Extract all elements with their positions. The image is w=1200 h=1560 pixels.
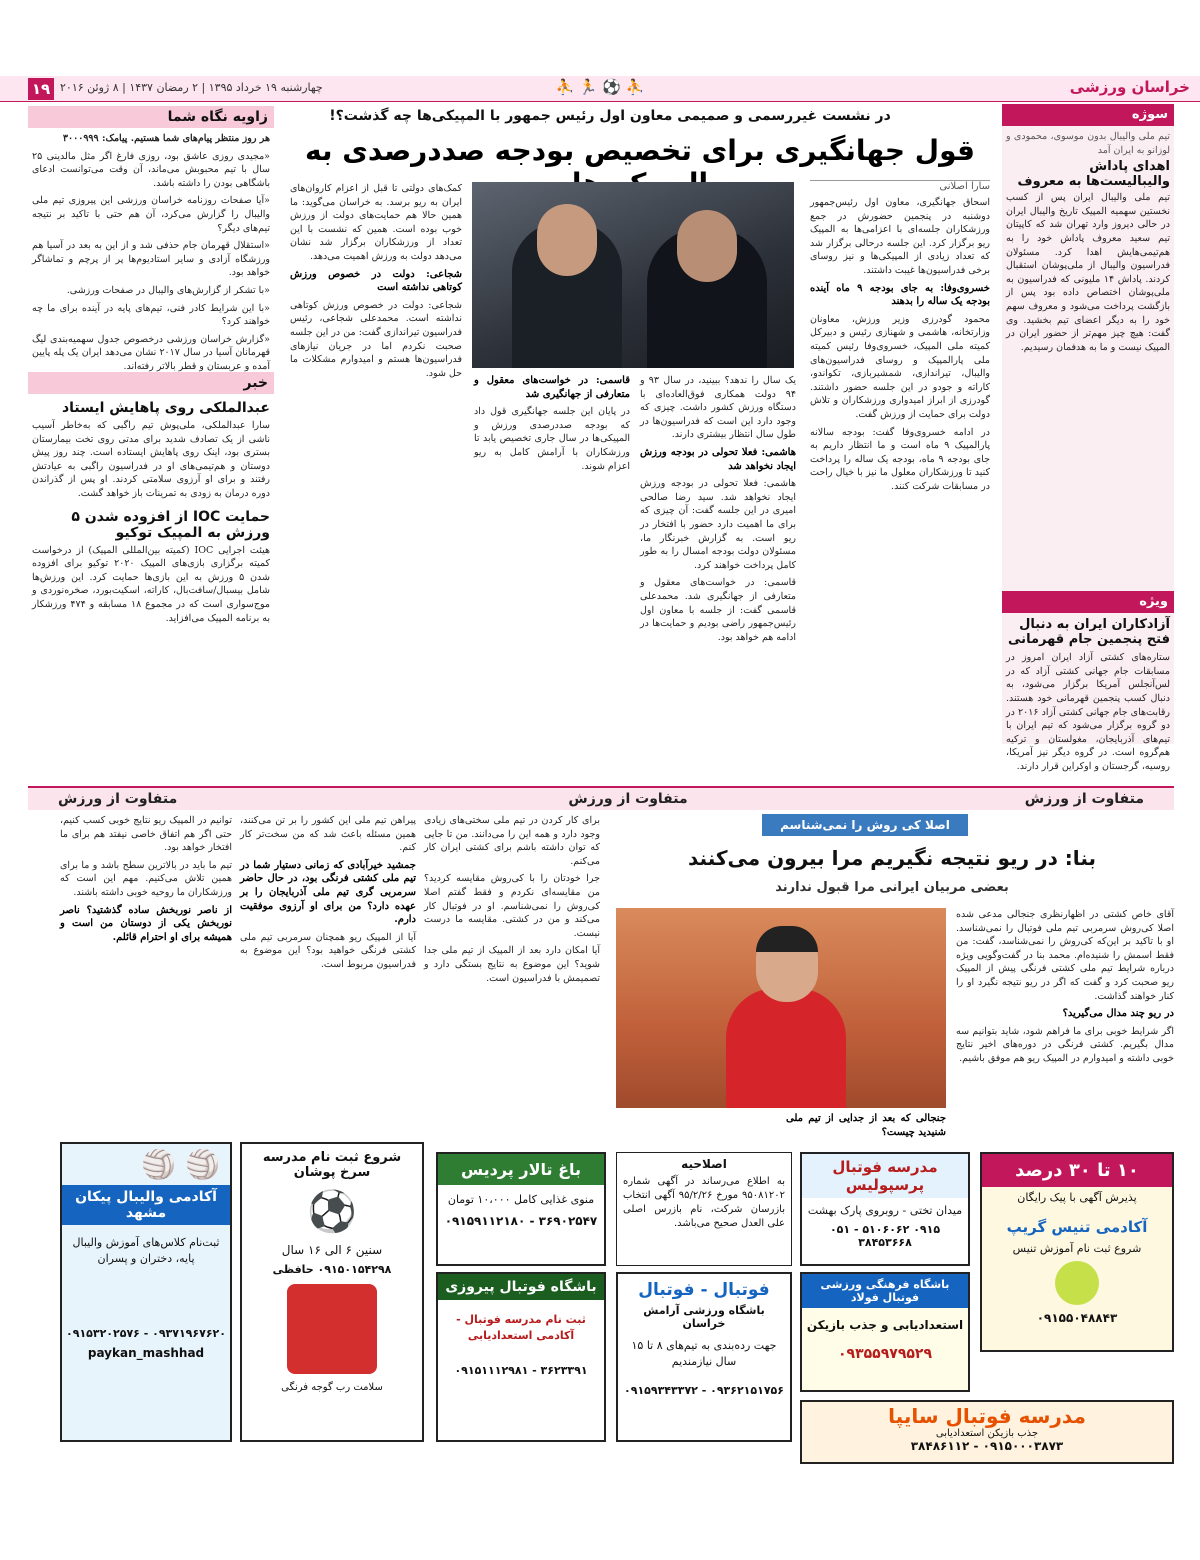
news-item-body: سارا عبدالملکی، ملی‌پوش تیم راگبی که به‌خاطر آسیب ناشی از یک تصادف شدید برای مدتی روی تخت بیمارستان بستری بود، اینک روی پاهایش ایستاده است. چند روز پیش دوستان و هم‌تیمی‌های او در فدراسیون راگبی به عیادتش رفتند و برای او آرزوی سلامتی کردند. او پس از گذراندن دوره درمان به زودی به تمرینات باز خواهد گشت. (32, 420, 270, 499)
interview-column-4 (60, 814, 232, 1134)
news-title: خبر (28, 372, 274, 394)
ad-phone: ۳۶۹۰۲۵۴۷ - ۰۹۱۵۹۱۱۲۱۸۰ (444, 1214, 598, 1228)
article-subhead: خسروی‌وفا: به جای بودجه ۹ ماه آینده بودجه یک ساله را بدهند (810, 282, 990, 308)
ad-title: شروع ثبت نام مدرسه سرخ پوشان (262, 1150, 402, 1180)
ad-talar-pardis[interactable] (436, 1152, 606, 1266)
ad-badge: ۱۰ تا ۳۰ درصد (982, 1154, 1172, 1187)
ad-pirouzi[interactable] (436, 1272, 606, 1442)
ad-sub: باشگاه ورزشی آرامش خراسان (643, 1304, 765, 1330)
ad-brand: سلامت رب گوجه فرنگی (281, 1382, 383, 1393)
coach-hair (756, 926, 818, 952)
article-paragraph: شجاعی: دولت در خصوص ورزش کوتاهی نداشته است. محمدعلی شجاعی، رئیس فدراسیون تیراندازی گفت: من در این جلسه صحبت نکردم اما در جریان نیازهای فدراسیون‌ها هستم و امیدوارم مشکلات ما حل شود. (290, 299, 462, 379)
article-paragraph: در پایان این جلسه جهانگیری قول داد که بودجه صددرصدی ورزش و المپیکی‌ها در سال جاری تخصیص یابد تا ورزشکاران با آرامش کامل به ریو اعزام شوند. (474, 406, 630, 472)
story-body: تیم ملی والیبال ایران پس از کسب نخستین سهمیه المپیک تاریخ والیبال ایران در حالی دیروز وارد تهران شد که کاپیتان تیم سعید معروف پاداش خود را به هم‌تیمی‌هایش اهدا کرد. مسئولان فدراسیون والیبال از ملی‌پوشان استقبال کردند. پاداش ۱۴ ملیونی که فدراسیون به ملی‌پوشان اختصاص داده بود پس از بازگشت پرداخت می‌شود و معروف سهم خود را به دیگر اعضای تیم بخشید. وی گفت: هیچ چیز مهم‌تر از حضور ایران در المپیک نیست و ما به هدفمان رسیدیم. (1006, 192, 1170, 353)
ad-saipa[interactable] (800, 1400, 1174, 1464)
interview-question: جنجالی که بعد از جدایی از تیم ملی شنیدید چیست؟ (786, 1113, 946, 1138)
banner-label-left: متفاوت از ورزش (58, 791, 178, 807)
readers-body (28, 150, 274, 374)
interview-column-2 (424, 814, 600, 1204)
reader-msg: «با این شرایط کادر فنی، تیم‌های پایه در آینده برای ما چه خواهند کرد؟ (32, 302, 270, 328)
interview-question: در ریو چند مدال می‌گیرید؟ (1062, 1008, 1174, 1020)
article-paragraph: کمک‌های دولتی تا قبل از اعزام کاروان‌های ایران به ریو برسد. به خراسان می‌گوید: ما همین حالا هم حمایت‌های دولت از ورزش خوب بوده است. همین که نشست با این تعداد از ورزشکاران برگزار شد نشان می‌دهد دولت به ورزش اهمیت می‌دهد. (290, 183, 462, 262)
ad-body: ثبت نام مدرسه فوتبال - آکادمی استعدادیابی (456, 1313, 586, 1342)
ad-persepolis[interactable] (800, 1152, 970, 1266)
ad-phone: ۰۹۱۵ ۵۱۰۶۰۶۲ - ۰۵۱ ۳۸۴۵۳۶۶۸ (829, 1223, 941, 1249)
ad-foolad[interactable] (800, 1272, 970, 1392)
readers-intro: هر روز منتظر پیام‌های شما هستیم. پیامک: ۳۰۰۰۹۹۹ (62, 133, 270, 144)
interview-paragraph: جرا خودتان را با کی‌روش مقایسه کردید؟ من مقایسه‌ای نکردم و فقط گفتم اصلا کی‌روش را نمی‌شناسم. او در فوتبال کار می‌کند و من در کشتی. مقایسه ما درست نیست. (424, 873, 600, 939)
official-left-face (537, 204, 597, 276)
interview-paragraph: توانیم در المپیک ریو نتایج خوبی کسب کنیم، حتی اگر هم اتفاق خاصی نیفتد هم برای ما افتخار خواهد بود. (60, 815, 232, 854)
ad-phone: ۰۹۳۷۱۹۶۷۶۲۰ - ۰۹۱۵۳۲۰۲۵۷۶ (66, 1327, 226, 1340)
ad-sorkhpooshan[interactable] (240, 1142, 424, 1442)
ad-phone: ۰۹۱۵۰۱۵۴۲۹۸ حافظی (272, 1263, 392, 1276)
interview-paragraph: تیم ما باید در بالاترین سطح باشد و ما برای همین تلاش می‌کنیم. مهم این است که ورزشکاران ما روحیه خوبی داشته باشند. (60, 859, 232, 898)
logo: خراسان ورزشی (1069, 78, 1190, 96)
ad-body: جهت رده‌بندی به تیم‌های ۸ تا ۱۵ سال نیازمندیم (631, 1339, 777, 1368)
main-headline: قول جهانگیری برای تخصیص بودجه صددرصدی به (305, 134, 975, 167)
ad-title: باشگاه فوتبال پیروزی (438, 1274, 604, 1300)
interview-paragraph: برای کار کردن در تیم ملی سختی‌های زیادی وجود دارد و همه این را می‌دانند. من تا جایی که توان داشته باشم برای کشتی ایران کار می‌کنم. (424, 815, 600, 867)
ad-paykan[interactable] (60, 1142, 232, 1442)
readers-column (28, 106, 274, 372)
official-right-face (677, 210, 737, 282)
ad-body: جذب بازیکن استعدادیابی (935, 1428, 1039, 1439)
interview-subhead: بعضی مربیان ایرانی مرا قبول ندارند (775, 880, 1009, 895)
tennis-ball-icon (1055, 1261, 1099, 1305)
byline: سارا اصلانی (810, 180, 990, 194)
section-banner (28, 786, 1174, 810)
news-item-body: هیئت اجرایی IOC (کمیته بین‌المللی المپیک) از درخواست کمیته برگزاری بازی‌های المپیک ۲۰۲۰ توکیو برای افزوده شدن ۵ ورزش به این بازی‌ها حمایت کرد. این ورزش‌ها شامل بیسبال/سافت‌بال، کاراته، اسکیت‌بورد، صخره‌نوردی و موج‌سواری است که در مجموع ۱۸ مسابقه و ۴۷۴ ورزشکار به برنامه المپیک می‌افزاید. (32, 544, 270, 624)
interview-question: از ناصر نوربخش ساده گذشتید؟ ناصر نوربخش یکی از دوستان من است و همیشه برای او احترام قائلم. (60, 904, 232, 943)
readers-title: زاویه نگاه شما (28, 106, 274, 128)
brand-logo: ⚽ (307, 1189, 357, 1235)
news-column (28, 372, 274, 752)
sidebar (1002, 104, 1174, 772)
article-paragraph: اسحاق جهانگیری، معاون اول رئیس‌جمهور دوشنبه در پنجمین حضورش در جمع ورزشکاران جلسه‌ای با اعزامی‌ها به المپیک ریو برگزار کرد. این جلسه درحالی برگزار شد که تعداد زیادی از المپیکی‌ها و نیز روسای برخی فدراسیون‌ها غیبت داشتند. (810, 197, 990, 276)
interview-paragraph: پیراهن تیم ملی این کشور را بر تن می‌کنند، همین مسئله باعث شد که من سخت‌تر کار کنم. (240, 815, 416, 854)
ad-title: مدرسه فوتبال پرسپولیس (802, 1154, 968, 1198)
reader-msg: «آیا صفحات روزنامه خراسان ورزشی این پیروزی تیم ملی والیبال را گزارش می‌کرد، آن هم حتی با تاکید بر نتیجه تیم‌های دیگر؟ (32, 195, 270, 234)
ad-title: اصلاحیه (681, 1157, 727, 1171)
interview-headline: بنا: در ریو نتیجه نگیریم مرا بیرون می‌کنند (687, 846, 1096, 870)
ad-title: آکادمی تنیس گریپ (1006, 1218, 1148, 1236)
interview-paragraph: آیا امکان دارد بعد از المپیک از تیم ملی جدا شوید؟ این موضوع به نتایج بستگی دارد و تصمیمش با فدراسیون است. (424, 945, 600, 984)
ad-tennis-grip[interactable] (980, 1152, 1174, 1352)
article-paragraph: هاشمی: فعلا تحولی در بودجه ورزش ایجاد نخواهد شد. سید رضا صالحی امیری در این جلسه گفت: آن چیزی که برای ما اهمیت دارد حضور با افتخار در ریو است. به گزارش خبرنگار ما، مسئولان دولت بودجه امسال را به طور کامل پرداخت خواهند کرد. (640, 478, 796, 571)
ad-phone: ۰۹۳۶۲۱۵۱۷۵۶ - ۰۹۱۵۹۳۴۳۳۷۲ (624, 1384, 784, 1397)
article-paragraph: قاسمی: در خواست‌های معقول و متعارفی از جهانگیری شد. محمدعلی قاسمی گفت: از جلسه با معاون اول رئیس‌جمهور راضی بودیم و حمایت‌ها در ادامه هم خواهد بود. (640, 577, 796, 643)
ad-body: منوی غذایی کامل ۱۰،۰۰۰ تومان (447, 1193, 595, 1206)
ad-correction[interactable] (616, 1152, 792, 1266)
story-body-2: ستاره‌های کشتی آزاد ایران امروز در مسابقات جام جهانی کشتی آزاد که در لس‌آنجلس آمریکا برگزار می‌شود، به دنبال کسب پنجمین قهرمانی خود هستند. رقابت‌های جام جهانی کشتی آزاد ۲۰۱۶ در دو گروه برگزار می‌شود که تیم ایران با تیم‌های آذربایجان، مغولستان و ترکیه هم‌گروه است. در گروه دیگر نیز آمریکا، روسیه، گرجستان و اوکراین قرار دارند. (1006, 652, 1170, 772)
ad-body: ثبت‌نام کلاس‌های آموزش والیبال پایه، دختران و پسران (72, 1236, 220, 1265)
ad-web[interactable]: paykan_mashhad (87, 1346, 205, 1360)
reader-msg: «گزارش خراسان ورزشی درخصوص جدول سهمیه‌بندی لیگ قهرمانان آسیا در سال ۲۰۱۷ نشان می‌دهد ایران یک پله پایین آمده و عربستان و قطر بالاتر رفته‌اند. (32, 333, 270, 372)
masthead (0, 76, 1200, 102)
article-subhead: قاسمی: در خواست‌های معقول و متعارفی از جهانگیری شد (474, 375, 630, 400)
article-paragraph: یک سال را ندهد؟ ببینید، در سال ۹۳ و ۹۴ دولت همکاری فوق‌العاده‌ای با دستگاه ورزش کشور داشت. چیزی که وجود دارد این است که فدراسیون‌ها در طول سال انتظار بیشتری دارند. (640, 375, 796, 441)
article-column-3 (474, 374, 630, 744)
page-number: ۱۹ (28, 78, 54, 100)
sidebar-title: سوژه (1002, 104, 1174, 126)
story-title-2: آزادکاران ایران به دنبال فتح پنجمین جام قهرمانی (1008, 617, 1170, 648)
coach-photo (616, 908, 946, 1108)
sports-pictograms: ⛹ ⚽ 🏃 ⛹ (555, 78, 645, 96)
tomato-can-icon (287, 1284, 377, 1374)
article-column-4 (290, 182, 462, 744)
article-paragraph: محمود گودرزی وزیر ورزش، معاونان وزارتخانه، هاشمی و شهنازی رئیس و دبیرکل کمیته ملی المپیک، خسروی‌وفا رئیس کمیته ملی پارالمپیک و روسای فدراسیون‌های والیبال، تیراندازی، شمشیربازی، تکواندو، کاراته و جودو در این جلسه حضور داشتند. گودرزی از ابراز امیدواری ورزشکاران و تلاش دولت برای حمایت از ورزش گفت. (810, 313, 990, 420)
article-subhead: هاشمی: فعلا تحولی در بودجه ورزش ایجاد نخواهد شد (640, 446, 796, 472)
ad-aramesh[interactable] (616, 1272, 792, 1442)
reader-msg: «با تشکر از گزارش‌های والیبال در صفحات ورزشی. (66, 284, 270, 296)
date-line: چهارشنبه ۱۹ خرداد ۱۳۹۵ | ۲ رمضان ۱۴۳۷ | ۸ ژوئن ۲۰۱۶ (60, 81, 323, 94)
interview-question: جمشید خیرآبادی که زمانی دستیار شما در تیم ملی کشتی فرنگی بود، در حال حاضر سرمربی گری تیم ملی آذربایجان را بر عهده دارد؟ من برای او آرزوی موفقیت دارم. (240, 859, 416, 926)
ad-title: فوتبال - فوتبال (638, 1280, 770, 1300)
ad-title: آکادمی والیبال پیکان مشهد (62, 1185, 230, 1225)
reader-msg: «استقلال قهرمان جام حذفی شد و از این به بعد در آسیا هم ورزشگاه آزادی و سایر استادیوم‌ها پر از پرچم و تماشاگر خواهد بود. (32, 240, 270, 279)
article-paragraph: در ادامه خسروی‌وفا گفت: بودجه سالانه پارالمپیک ۹ ماه است و ما انتظار داریم به جای بودجه ۹ ماه، بودجه یک ساله را پرداخت کنید تا ورزشکاران معلول ما نیز با خیال راحت در مسابقات شرکت کنند. (810, 426, 990, 492)
ad-body: استعدادیابی و جذب بازیکن (806, 1318, 964, 1332)
ad-body: میدان تختی - روبروی پارک بهشت (807, 1204, 963, 1217)
banner-label-right: متفاوت از ورزش (1024, 791, 1144, 807)
ad-phone: ۰۹۱۵۰۰۰۳۸۷۳ - ۳۸۴۸۶۱۱۲ (910, 1439, 1064, 1453)
article-column-1 (810, 196, 990, 744)
interview-paragraph: آیا از المپیک ریو همچنان سرمربی تیم ملی کشتی فرنگی خواهید بود؟ این موضوع به فدراسیون مربوط است. (240, 931, 416, 970)
ad-phone: ۳۶۲۳۳۹۱ - ۰۹۱۵۱۱۱۲۹۸۱ (454, 1364, 588, 1377)
ad-title: باشگاه فرهنگی ورزشی فوتبال فولاد (802, 1274, 968, 1308)
coach-body (726, 988, 846, 1108)
article-column-2 (640, 374, 796, 744)
story-title: اهدای پاداش والیبالیست‌ها به معروف (1017, 159, 1170, 190)
sidebar-title-2: ویژه (1002, 591, 1174, 613)
news-item-title: حمایت IOC از افزوده شدن ۵ ورزش به المپیک توکیو (71, 508, 270, 541)
story-kicker: تیم ملی والیبال بدون موسوی، محمودی و لوزانو به ایران آمد (1006, 131, 1170, 156)
ad-phone: ۰۹۱۵۵۰۴۸۸۴۳ (1036, 1311, 1118, 1325)
interview-paragraph: اگر شرایط خوبی برای ما فراهم شود، شاید بتوانیم سه مدال بگیریم. کشتی فرنگی در دوره‌های اخیر نتایج خوبی داشته و امیدوارم در المپیک ریو هم موفق باشیم. (956, 1025, 1174, 1064)
banner-label-center: متفاوت از ورزش (568, 791, 688, 807)
reader-msg: «مجیدی روزی عاشق بود، روزی فارغ اگر مثل مالدینی ۲۵ سال با تیم محبوبش می‌ماند، آن وقت می‌توانست ادعای باشگاهی بودن را داشته باشد. (32, 150, 270, 189)
ad-body: شروع ثبت نام آموزش تنیس (1012, 1242, 1142, 1255)
ad-title: مدرسه فوتبال سایپا (888, 1404, 1086, 1428)
officials-photo (472, 182, 794, 368)
ad-title: باغ تالار پردیس (438, 1154, 604, 1185)
news-item-title: عبدالملکی روی پاهایش ایستاد (61, 400, 270, 416)
main-kicker: در نشست غیررسمی و صمیمی معاون اول رئیس جمهور با المپیکی‌ها چه گذشت؟! (329, 108, 891, 124)
article-subhead: شجاعی: دولت در خصوص ورزش کوتاهی نداشته است (290, 268, 462, 294)
volleyball-icon: 🏐 🏐 (141, 1148, 220, 1181)
interview-paragraph: آقای خاص کشتی در اظهارنظری جنجالی مدعی شده اصلا کی‌روش سرمربی تیم ملی فوتبال را نمی‌شناسد. او با تاکید بر این‌که کی‌روش را نمی‌شناسد، گفت: من فقط اسمش را شنیده‌ام. محمد بنا در گفت‌وگویی ویژه درباره شرایط تیم ملی کشتی فرنگی پیش از المپیک ریو صحبت کرد و گفت که اگر در ریو نتیجه نگیرد او را کنار خواهند گذاشت. (956, 909, 1174, 1002)
ad-body: پذیرش آگهی با پیک رایگان (1017, 1191, 1137, 1204)
interview-tag: اصلا کی روش را نمی‌شناسم (762, 814, 968, 836)
ad-body: به اطلاع می‌رساند در آگهی شماره ۹۵۰۸۱۲۰۲ مورخ ۹۵/۲/۲۶ آگهی انتخاب بازرسان شرکت، نام بازرس اصلی علی العدل صحیح می‌باشد. (623, 1176, 785, 1229)
ad-body: سنین ۶ الی ۱۶ سال (281, 1243, 383, 1257)
ad-phone: ۰۹۳۵۵۹۷۹۵۲۹ (838, 1346, 932, 1362)
